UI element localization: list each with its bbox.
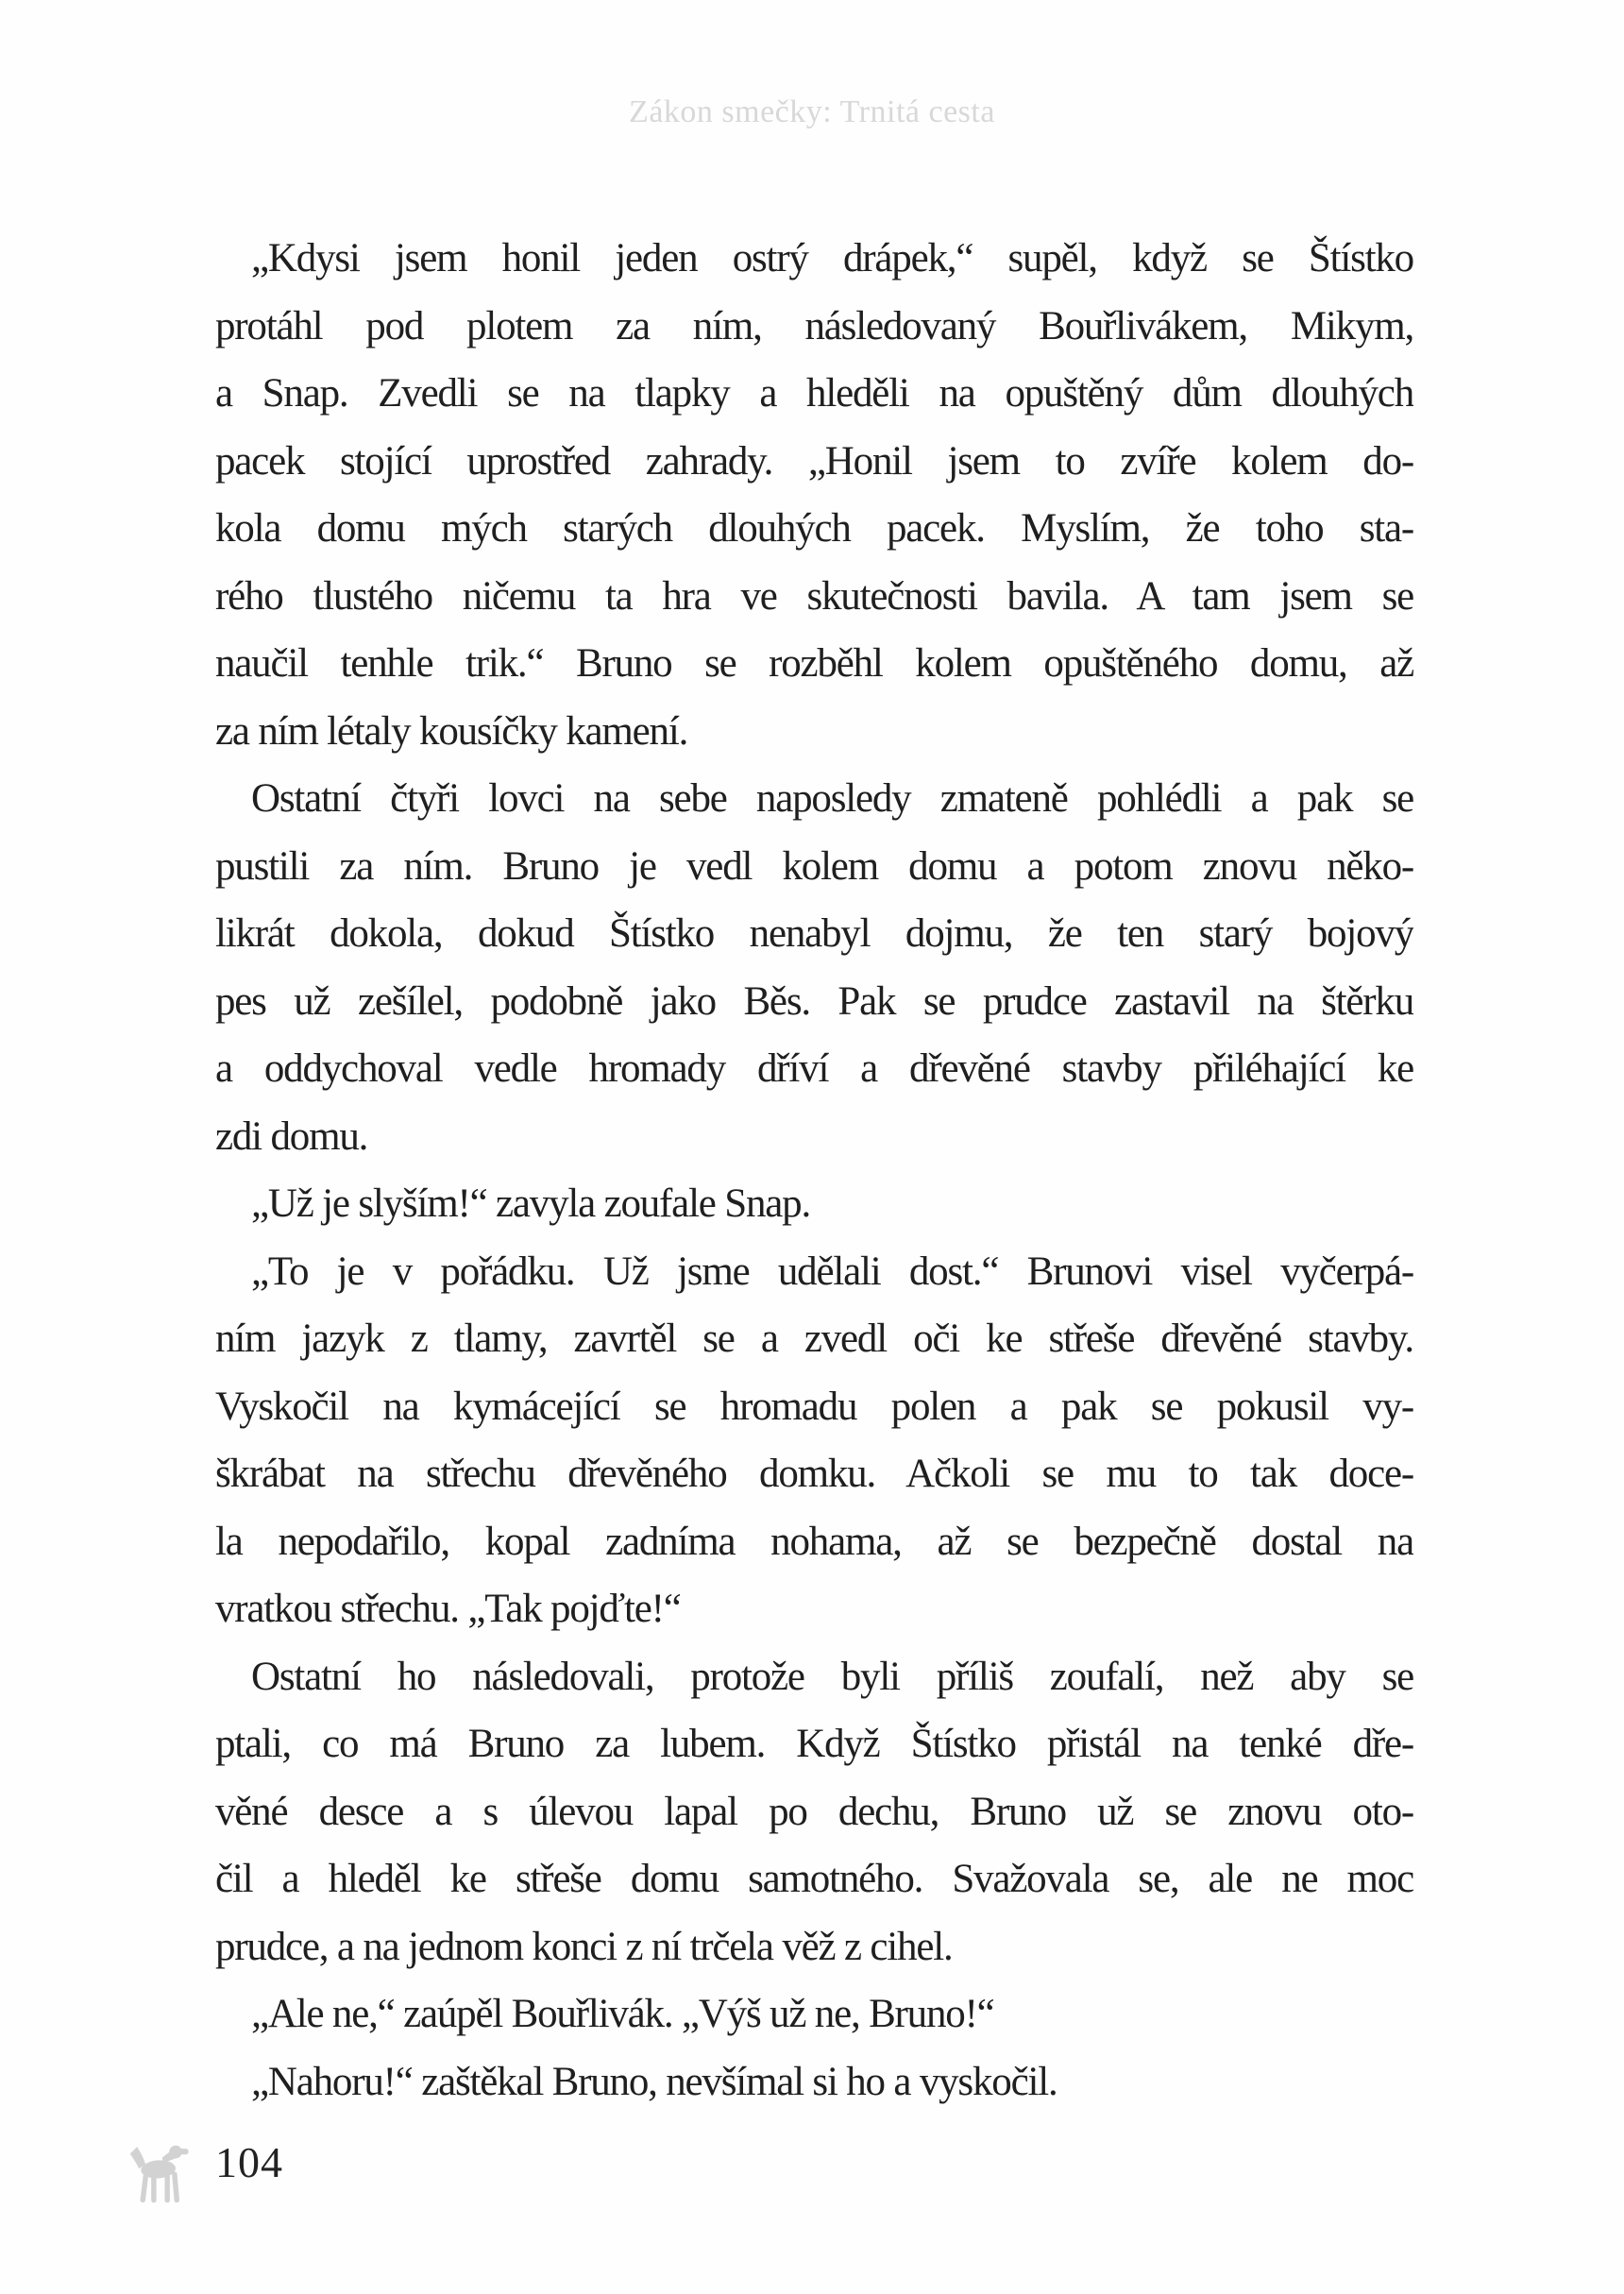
text-line: pustili za ním. Bruno je vedl kolem domu a potom znovu něko-	[215, 843, 1413, 889]
text-line: zdi domu.	[215, 1113, 368, 1159]
text-line: naučil tenhle trik.“ Bruno se rozběhl kolem opuštěného domu, až	[215, 641, 1413, 686]
paragraph	[215, 225, 1413, 765]
text-line: věné desce a s úlevou lapal po dechu, Bruno už se znovu oto-	[215, 1789, 1413, 1834]
paragraph	[215, 1643, 1413, 1981]
text-line: vratkou střechu. „Tak pojďte!“	[215, 1587, 681, 1631]
text-line: ptali, co má Bruno za lubem. Když Štístko přistál na tenké dře-	[215, 1722, 1413, 1766]
paragraph	[215, 1238, 1413, 1643]
text-line: škrábat na střechu dřevěného domku. Ačkoli se mu to tak doce-	[215, 1452, 1413, 1496]
text-line: rého tlustého ničemu ta hra ve skutečnosti bavila. A tam jsem se	[215, 573, 1413, 619]
text-line: Ostatní ho následovali, protože byli příliš zoufalí, než aby se	[251, 1654, 1413, 1699]
text-line: protáhl pod plotem za ním, následovaný Bouřlivákem, Mikym,	[215, 303, 1413, 348]
text-line: Vyskočil na kymácející se hromadu polen a pak se pokusil vy-	[215, 1384, 1413, 1429]
dog-silhouette-icon	[127, 2133, 192, 2213]
paragraph	[215, 765, 1413, 1170]
running-header: Zákon smečky: Trnitá cesta	[629, 94, 995, 129]
page-text	[215, 225, 1413, 2116]
page-footer	[0, 2130, 1624, 2224]
text-line: la nepodařilo, kopal zadníma nohama, až se bezpečně dostal na	[215, 1519, 1413, 1564]
text-line: „Už je slyším!“ zavyla zoufale Snap.	[251, 1181, 810, 1226]
text-line: „Kdysi jsem honil jeden ostrý drápek,“ supěl, když se Štístko	[251, 236, 1413, 280]
text-line: prudce, a na jednom konci z ní trčela věž z cihel.	[215, 1924, 953, 1969]
text-line: Ostatní čtyři lovci na sebe naposledy zmateně pohlédli a pak se	[251, 776, 1413, 821]
text-line: pacek stojící uprostřed zahrady. „Honil jsem to zvíře kolem do-	[215, 438, 1413, 484]
text-line: ním jazyk z tlamy, zavrtěl se a zvedl oči ke střeše dřevěné stavby.	[215, 1317, 1413, 1361]
text-line: kola domu mých starých dlouhých pacek. Myslím, že toho sta-	[215, 506, 1413, 551]
paragraph	[215, 1980, 1413, 2048]
text-line: a oddychoval vedle hromady dříví a dřevěné stavby přiléhající ke	[215, 1046, 1413, 1091]
text-line: za ním létaly kousíčky kamení.	[215, 708, 688, 754]
text-line: „Ale ne,“ zaúpěl Bouřlivák. „Výš už ne, Bruno!“	[251, 1992, 994, 2036]
text-line: „Nahoru!“ zaštěkal Bruno, nevšímal si ho a vyskočil.	[251, 2059, 1057, 2104]
paragraph	[215, 2048, 1413, 2116]
paragraph	[215, 1170, 1413, 1238]
text-line: likrát dokola, dokud Štístko nenabyl dojmu, že ten starý bojový	[215, 911, 1413, 956]
page-number: 104	[215, 2138, 283, 2186]
text-line: pes už zešílel, podobně jako Běs. Pak se prudce zastavil na štěrku	[215, 978, 1413, 1024]
text-line: čil a hleděl ke střeše domu samotného. Svažovala se, ale ne moc	[215, 1857, 1413, 1901]
text-line: a Snap. Zvedli se na tlapky a hleděli na opuštěný dům dlouhých	[215, 371, 1413, 416]
text-line: „To je v pořádku. Už jsme udělali dost.“ Brunovi visel vyčerpá-	[251, 1249, 1413, 1294]
